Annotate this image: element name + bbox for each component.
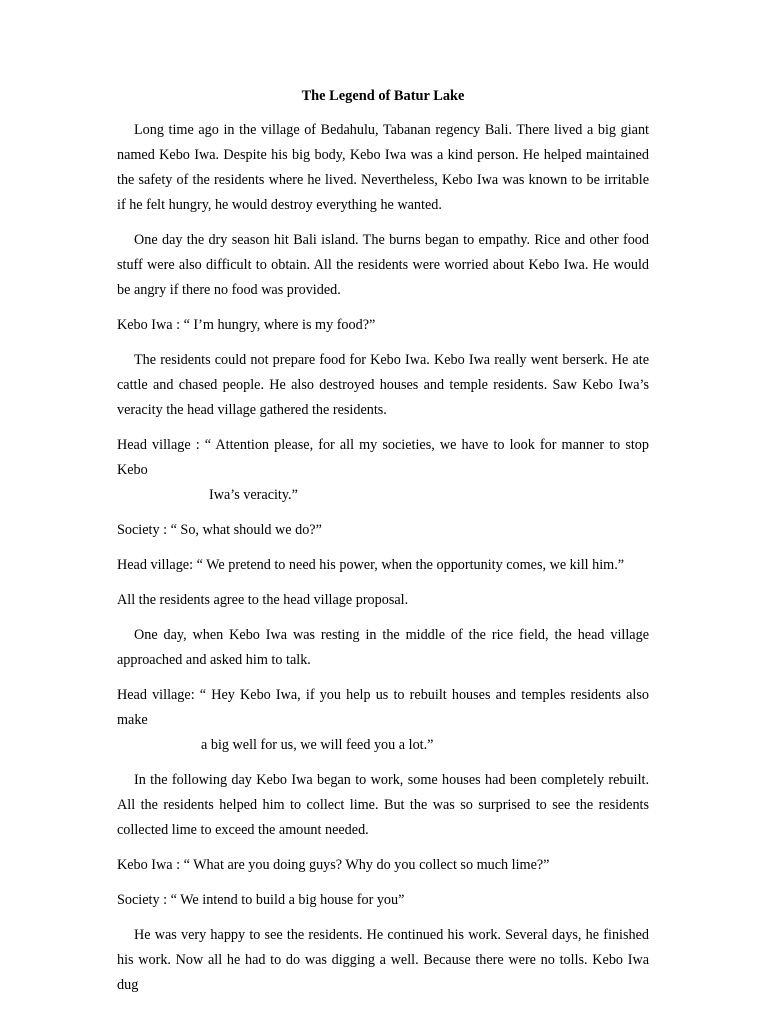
paragraph-3: The residents could not prepare food for Kebo Iwa. Kebo Iwa really went berserk. He ate cattle and chased people. He also destroyed houses and temple residents. Saw Kebo Iwa’s veracity the head village gathered the residents. bbox=[117, 352, 649, 418]
paragraph-1: Long time ago in the village of Bedahulu, Tabanan regency Bali. There lived a big giant named Kebo Iwa. Despite his big body, Kebo Iwa was a kind person. He helped maintained the safety of the residents where he lived. Nevertheless, Kebo Iwa was known to be irritable if he felt hungry, he would destroy everything he wanted. bbox=[117, 122, 649, 213]
dialogue-continuation: Iwa’s veracity.” bbox=[209, 487, 298, 503]
narration-residents-agree: All the residents agree to the head village proposal. bbox=[117, 592, 409, 608]
document-title: The Legend of Batur Lake bbox=[301, 88, 465, 104]
dialogue-line: Head village : “ Attention please, for all my societies, we have to look for manner to stop Kebo bbox=[117, 437, 649, 478]
paragraph-2: One day the dry season hit Bali island. The burns began to empathy. Rice and other food stuff were also difficult to obtain. All the residents were worried about Kebo Iwa. He would be angry if there no food was provided. bbox=[117, 232, 649, 298]
dialogue-kebo-iwa-hungry: Kebo Iwa : “ I’m hungry, where is my food?” bbox=[117, 317, 376, 333]
paragraph-5: In the following day Kebo Iwa began to work, some houses had been completely rebuilt. All the residents helped him to collect lime. But the was so surprised to see the residents collected lime to exceed the amount needed. bbox=[117, 772, 649, 838]
dialogue-society-what: Society : “ So, what should we do?” bbox=[117, 522, 322, 538]
dialogue-society-house: Society : “ We intend to build a big house for you” bbox=[117, 892, 405, 908]
paragraph-4: One day, when Kebo Iwa was resting in the middle of the rice field, the head village approached and asked him to talk. bbox=[117, 627, 649, 668]
dialogue-head-village-offer bbox=[117, 683, 649, 758]
paragraph-6: He was very happy to see the residents. He continued his work. Several days, he finished his work. Now all he had to do was digging a well. Because there were no tolls. Kebo Iwa dug bbox=[117, 927, 649, 993]
dialogue-head-village-pretend: Head village: “ We pretend to need his power, when the opportunity comes, we kill him.” bbox=[117, 557, 625, 573]
dialogue-continuation: a big well for us, we will feed you a lot.” bbox=[201, 737, 434, 753]
dialogue-line: Head village: “ Hey Kebo Iwa, if you help us to rebuilt houses and temples residents also make bbox=[117, 687, 649, 728]
dialogue-head-village-attention bbox=[117, 433, 649, 508]
dialogue-kebo-iwa-lime: Kebo Iwa : “ What are you doing guys? Why do you collect so much lime?” bbox=[117, 857, 550, 873]
document-body bbox=[117, 86, 649, 998]
